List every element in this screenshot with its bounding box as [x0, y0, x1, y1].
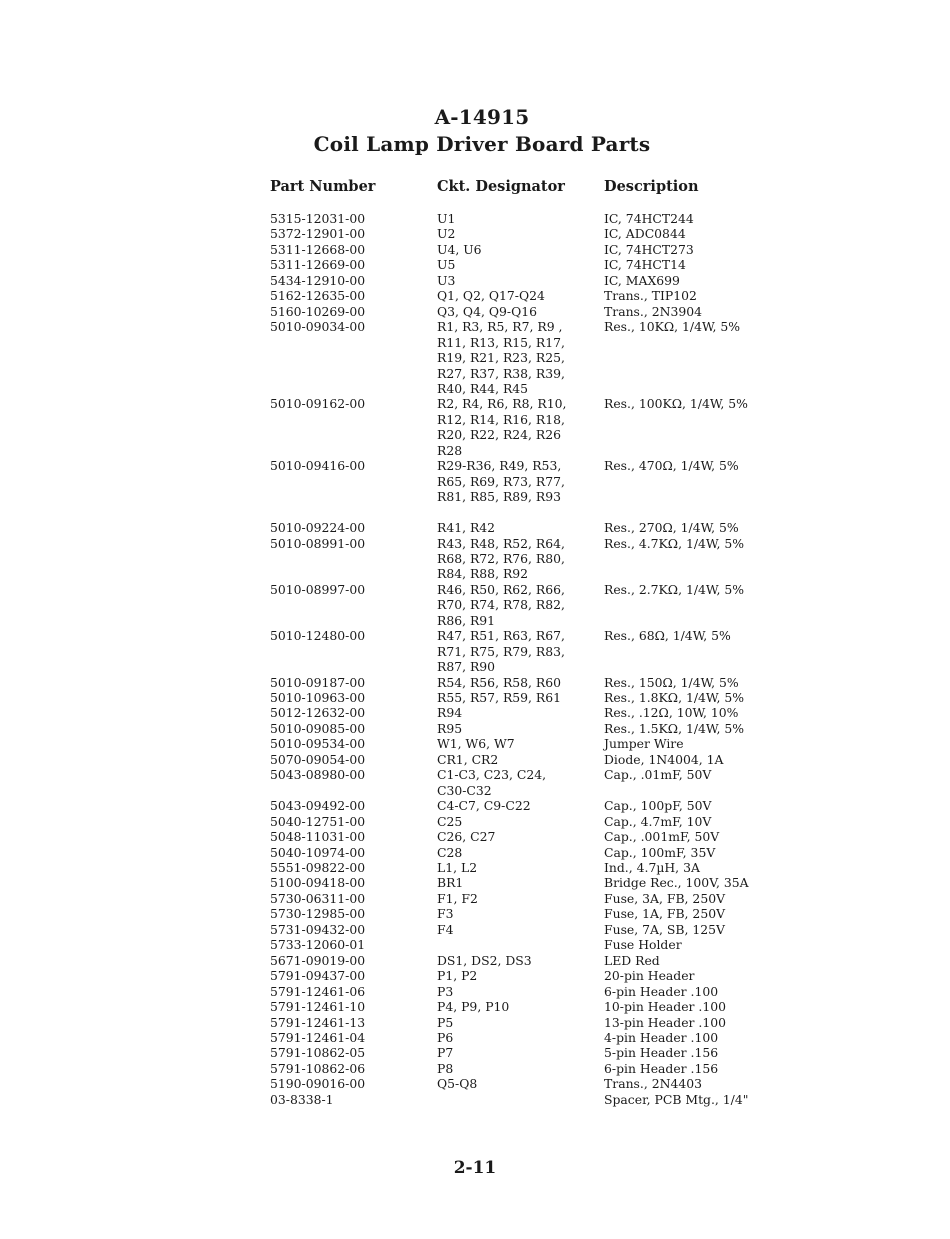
part-number-cell: 03-8338-1 — [270, 1091, 334, 1107]
ckt-designator-line: U2 — [437, 226, 456, 242]
part-number-cell: 5791-12461-10 — [270, 999, 366, 1015]
ckt-designator-cell — [437, 984, 597, 999]
table-row — [0, 922, 950, 937]
ckt-designator-line — [437, 1092, 597, 1107]
description-cell: IC, 74HCT14 — [604, 257, 686, 273]
ckt-designator-cell — [437, 226, 597, 241]
ckt-designator-line: R86, R91 — [437, 612, 496, 628]
row-gap — [0, 505, 950, 520]
part-number-cell: 5010-09187-00 — [270, 674, 366, 690]
ckt-designator-line: R11, R13, R15, R17, — [437, 334, 565, 350]
ckt-designator-cell — [437, 675, 597, 690]
table-row — [0, 814, 950, 829]
ckt-designator-line: W1, W6, W7 — [437, 736, 515, 752]
table-row — [0, 736, 950, 751]
ckt-designator-cell — [437, 814, 597, 829]
table-row — [0, 242, 950, 257]
ckt-designator-cell — [437, 1045, 597, 1060]
description-cell: Fuse Holder — [604, 937, 682, 953]
description-cell: Res., 150Ω, 1/4W, 5% — [604, 674, 739, 690]
table-row — [0, 304, 950, 319]
description-cell: Cap., .001mF, 50V — [604, 829, 720, 845]
table-row — [0, 1045, 950, 1060]
part-number-cell: 5311-12668-00 — [270, 241, 366, 257]
header-ckt-designator: Ckt. Designator — [437, 178, 565, 195]
description-cell: Diode, 1N4004, 1A — [604, 751, 724, 767]
part-number-cell: 5100-09418-00 — [270, 875, 366, 891]
ckt-designator-cell — [437, 767, 597, 798]
ckt-designator-line: U3 — [437, 272, 456, 288]
table-row — [0, 705, 950, 720]
ckt-designator-line: U1 — [437, 211, 456, 226]
ckt-designator-line: R95 — [437, 720, 463, 736]
description-cell: Res., 10KΩ, 1/4W, 5% — [604, 319, 741, 335]
table-row — [0, 458, 950, 504]
ckt-designator-line: R43, R48, R52, R64, — [437, 535, 565, 551]
part-number-cell: 5010-08991-00 — [270, 535, 366, 551]
table-row — [0, 319, 950, 396]
ckt-designator-line: P5 — [437, 1014, 454, 1030]
page-number: 2-11 — [453, 1158, 497, 1178]
ckt-designator-line: F3 — [437, 906, 454, 922]
ckt-designator-cell — [437, 273, 597, 288]
ckt-designator-cell — [437, 937, 597, 952]
ckt-designator-line: R54, R56, R58, R60 — [437, 674, 562, 690]
description-cell: 13-pin Header .100 — [604, 1014, 727, 1030]
ckt-designator-cell — [437, 458, 597, 504]
header-part-number: Part Number — [270, 178, 376, 195]
part-number-cell: 5190-09016-00 — [270, 1076, 366, 1092]
ckt-designator-line: Q3, Q4, Q9-Q16 — [437, 303, 537, 319]
description-cell: 20-pin Header — [604, 968, 695, 984]
part-number-cell: 5040-10974-00 — [270, 844, 366, 860]
ckt-designator-cell — [437, 860, 597, 875]
part-number-cell: 5010-10963-00 — [270, 690, 366, 706]
description-cell: Fuse, 7A, SB, 125V — [604, 921, 725, 937]
ckt-designator-line: C30-C32 — [437, 782, 492, 798]
part-number-cell: 5162-12635-00 — [270, 288, 366, 304]
ckt-designator-line: R65, R69, R73, R77, — [437, 473, 565, 489]
ckt-designator-cell — [437, 1015, 597, 1030]
part-number-cell: 5048-11031-00 — [270, 829, 366, 845]
part-number-cell: 5731-09432-00 — [270, 921, 366, 937]
ckt-designator-line: R46, R50, R62, R66, — [437, 581, 565, 597]
description-cell: Res., 270Ω, 1/4W, 5% — [604, 520, 739, 536]
ckt-designator-cell — [437, 845, 597, 860]
part-number-cell: 5434-12910-00 — [270, 272, 366, 288]
ckt-designator-line: R71, R75, R79, R83, — [437, 643, 565, 659]
table-row — [0, 984, 950, 999]
ckt-designator-cell — [437, 752, 597, 767]
ckt-designator-cell — [437, 1092, 597, 1107]
table-row — [0, 829, 950, 844]
document-code: A-14915 — [434, 105, 530, 129]
part-number-cell: 5791-10862-05 — [270, 1045, 366, 1061]
ckt-designator-line: U4, U6 — [437, 241, 482, 257]
ckt-designator-line: R68, R72, R76, R80, — [437, 550, 565, 566]
description-cell: Res., 100KΩ, 1/4W, 5% — [604, 396, 748, 412]
ckt-designator-line: P6 — [437, 1030, 454, 1045]
part-number-cell: 5040-12751-00 — [270, 813, 366, 829]
ckt-designator-line: F4 — [437, 921, 454, 937]
table-row — [0, 1092, 950, 1107]
part-number-cell: 5315-12031-00 — [270, 211, 366, 226]
ckt-designator-cell — [437, 906, 597, 921]
ckt-designator-line: R19, R21, R23, R25, — [437, 350, 565, 366]
part-number-cell: 5043-08980-00 — [270, 767, 366, 783]
table-row — [0, 937, 950, 952]
table-row — [0, 536, 950, 582]
ckt-designator-cell — [437, 257, 597, 272]
table-row — [0, 1030, 950, 1045]
description-cell: Cap., .01mF, 50V — [604, 767, 712, 783]
part-number-cell: 5010-09224-00 — [270, 520, 366, 536]
ckt-designator-line: R87, R90 — [437, 659, 496, 675]
part-number-cell: 5010-12480-00 — [270, 628, 366, 644]
table-row — [0, 860, 950, 875]
table-row — [0, 767, 950, 798]
part-number-cell: 5043-09492-00 — [270, 798, 366, 814]
table-row — [0, 211, 950, 226]
table-row — [0, 628, 950, 674]
description-cell: Res., 68Ω, 1/4W, 5% — [604, 628, 731, 644]
table-row — [0, 273, 950, 288]
description-cell: Trans., 2N4403 — [604, 1076, 702, 1092]
table-row — [0, 288, 950, 303]
part-number-cell: 5730-06311-00 — [270, 890, 366, 906]
part-number-cell: 5671-09019-00 — [270, 952, 366, 968]
table-row — [0, 1076, 950, 1091]
ckt-designator-cell — [437, 1061, 597, 1076]
ckt-designator-cell — [437, 319, 597, 396]
ckt-designator-line: R27, R37, R38, R39, — [437, 365, 565, 381]
description-cell: Fuse, 1A, FB, 250V — [604, 906, 726, 922]
document-title: Coil Lamp Driver Board Parts — [313, 132, 651, 156]
ckt-designator-cell — [437, 628, 597, 674]
ckt-designator-cell — [437, 1030, 597, 1045]
ckt-designator-line: R20, R22, R24, R26 — [437, 427, 562, 443]
ckt-designator-cell — [437, 690, 597, 705]
table-row — [0, 752, 950, 767]
table-row — [0, 721, 950, 736]
part-number-cell: 5791-12461-13 — [270, 1014, 366, 1030]
ckt-designator-line: C25 — [437, 813, 463, 829]
ckt-designator-cell — [437, 798, 597, 813]
ckt-designator-line: CR1, CR2 — [437, 751, 499, 767]
table-row — [0, 891, 950, 906]
ckt-designator-cell — [437, 999, 597, 1014]
ckt-designator-cell — [437, 875, 597, 890]
ckt-designator-line: Q1, Q2, Q17-Q24 — [437, 288, 545, 304]
ckt-designator-line: R81, R85, R89, R93 — [437, 489, 562, 505]
description-cell: Spacer, PCB Mtg., 1/4" — [604, 1091, 749, 1107]
table-row — [0, 582, 950, 628]
ckt-designator-cell — [437, 520, 597, 535]
ckt-designator-cell — [437, 1076, 597, 1091]
description-cell: IC, 74HCT244 — [604, 211, 694, 226]
description-cell: IC, ADC0844 — [604, 226, 686, 242]
table-row — [0, 226, 950, 241]
description-cell: 10-pin Header .100 — [604, 999, 727, 1015]
ckt-designator-line: F1, F2 — [437, 890, 478, 906]
table-row — [0, 906, 950, 921]
ckt-designator-line: P1, P2 — [437, 968, 478, 984]
description-cell: 4-pin Header .100 — [604, 1030, 719, 1045]
ckt-designator-line: L1, L2 — [437, 860, 478, 876]
ckt-designator-cell — [437, 891, 597, 906]
description-cell: Res., 1.5KΩ, 1/4W, 5% — [604, 720, 744, 736]
ckt-designator-line: DS1, DS2, DS3 — [437, 952, 532, 968]
ckt-designator-line: P7 — [437, 1045, 454, 1061]
part-number-cell: 5791-10862-06 — [270, 1060, 366, 1076]
part-number-cell: 5010-09416-00 — [270, 458, 366, 474]
table-row — [0, 968, 950, 983]
description-cell: LED Red — [604, 952, 660, 968]
description-cell: Res., 4.7KΩ, 1/4W, 5% — [604, 535, 744, 551]
ckt-designator-line: R47, R51, R63, R67, — [437, 628, 565, 644]
ckt-designator-line: C1-C3, C23, C24, — [437, 767, 547, 783]
description-cell: Res., .12Ω, 10W, 10% — [604, 705, 739, 721]
description-cell: Res., 1.8KΩ, 1/4W, 5% — [604, 690, 744, 706]
ckt-designator-line: R70, R74, R78, R82, — [437, 597, 565, 613]
ckt-designator-line: R1, R3, R5, R7, R9 , — [437, 319, 563, 335]
ckt-designator-line: P3 — [437, 983, 454, 999]
description-cell: 6-pin Header .100 — [604, 983, 719, 999]
ckt-designator-cell — [437, 582, 597, 628]
description-cell: IC, 74HCT273 — [604, 241, 694, 257]
ckt-designator-cell — [437, 953, 597, 968]
description-cell: Bridge Rec., 100V, 35A — [604, 875, 749, 891]
table-row — [0, 520, 950, 535]
description-cell: Fuse, 3A, FB, 250V — [604, 890, 726, 906]
part-number-cell: 5010-09534-00 — [270, 736, 366, 752]
description-cell: Ind., 4.7µH, 3A — [604, 860, 700, 876]
part-number-cell: 5010-09085-00 — [270, 720, 366, 736]
ckt-designator-cell — [437, 211, 597, 226]
ckt-designator-line: R84, R88, R92 — [437, 566, 529, 582]
ckt-designator-cell — [437, 304, 597, 319]
ckt-designator-cell — [437, 721, 597, 736]
part-number-cell: 5372-12901-00 — [270, 226, 366, 242]
ckt-designator-line: R12, R14, R16, R18, — [437, 411, 565, 427]
ckt-designator-cell — [437, 829, 597, 844]
part-number-cell: 5730-12985-00 — [270, 906, 366, 922]
table-row — [0, 845, 950, 860]
ckt-designator-line: C4-C7, C9-C22 — [437, 798, 531, 814]
parts-list — [0, 211, 950, 1107]
table-row — [0, 1015, 950, 1030]
table-row — [0, 953, 950, 968]
part-number-cell: 5791-12461-04 — [270, 1030, 366, 1045]
ckt-designator-line: U5 — [437, 257, 456, 273]
ckt-designator-cell — [437, 968, 597, 983]
description-cell: Trans., 2N3904 — [604, 303, 702, 319]
description-cell: Res., 2.7KΩ, 1/4W, 5% — [604, 581, 744, 597]
part-number-cell: 5070-09054-00 — [270, 751, 366, 767]
part-number-cell: 5010-09034-00 — [270, 319, 366, 335]
table-row — [0, 690, 950, 705]
table-row — [0, 999, 950, 1014]
part-number-cell: 5551-09822-00 — [270, 860, 366, 876]
ckt-designator-line: R94 — [437, 705, 463, 721]
ckt-designator-line: R29-R36, R49, R53, — [437, 458, 562, 474]
description-cell: Trans., TIP102 — [604, 288, 697, 304]
table-row — [0, 675, 950, 690]
ckt-designator-line: Q5-Q8 — [437, 1076, 478, 1092]
ckt-designator-cell — [437, 288, 597, 303]
part-number-cell: 5311-12669-00 — [270, 257, 366, 273]
part-number-cell: 5791-09437-00 — [270, 968, 366, 984]
description-cell: 5-pin Header .156 — [604, 1045, 719, 1061]
ckt-designator-line: P4, P9, P10 — [437, 999, 510, 1015]
description-cell: Cap., 100pF, 50V — [604, 798, 712, 814]
ckt-designator-line: BR1 — [437, 875, 464, 891]
description-cell: Cap., 100mF, 35V — [604, 844, 716, 860]
ckt-designator-line: R40, R44, R45 — [437, 380, 529, 396]
description-cell: Jumper Wire — [604, 736, 684, 752]
description-cell: Res., 470Ω, 1/4W, 5% — [604, 458, 739, 474]
table-row — [0, 875, 950, 890]
ckt-designator-cell — [437, 705, 597, 720]
table-row — [0, 257, 950, 272]
part-number-cell: 5010-08997-00 — [270, 581, 366, 597]
ckt-designator-cell — [437, 736, 597, 751]
description-cell: Cap., 4.7mF, 10V — [604, 813, 712, 829]
ckt-designator-line: C28 — [437, 844, 463, 860]
ckt-designator-line: R28 — [437, 442, 463, 458]
header-description: Description — [604, 178, 699, 195]
ckt-designator-line: R2, R4, R6, R8, R10, — [437, 396, 567, 412]
ckt-designator-line: R41, R42 — [437, 520, 496, 536]
part-number-cell: 5791-12461-06 — [270, 983, 366, 999]
ckt-designator-line: C26, C27 — [437, 829, 496, 845]
table-row — [0, 1061, 950, 1076]
ckt-designator-cell — [437, 536, 597, 582]
part-number-cell: 5733-12060-01 — [270, 937, 366, 953]
part-number-cell: 5160-10269-00 — [270, 303, 366, 319]
part-number-cell: 5010-09162-00 — [270, 396, 366, 412]
table-row — [0, 798, 950, 813]
ckt-designator-cell — [437, 922, 597, 937]
ckt-designator-cell — [437, 242, 597, 257]
description-cell: IC, MAX699 — [604, 272, 680, 288]
table-row — [0, 396, 950, 458]
ckt-designator-line — [437, 937, 597, 952]
ckt-designator-cell — [437, 396, 597, 458]
ckt-designator-line: P8 — [437, 1060, 454, 1076]
description-cell: 6-pin Header .156 — [604, 1060, 719, 1076]
ckt-designator-line: R55, R57, R59, R61 — [437, 690, 562, 706]
part-number-cell: 5012-12632-00 — [270, 705, 366, 721]
